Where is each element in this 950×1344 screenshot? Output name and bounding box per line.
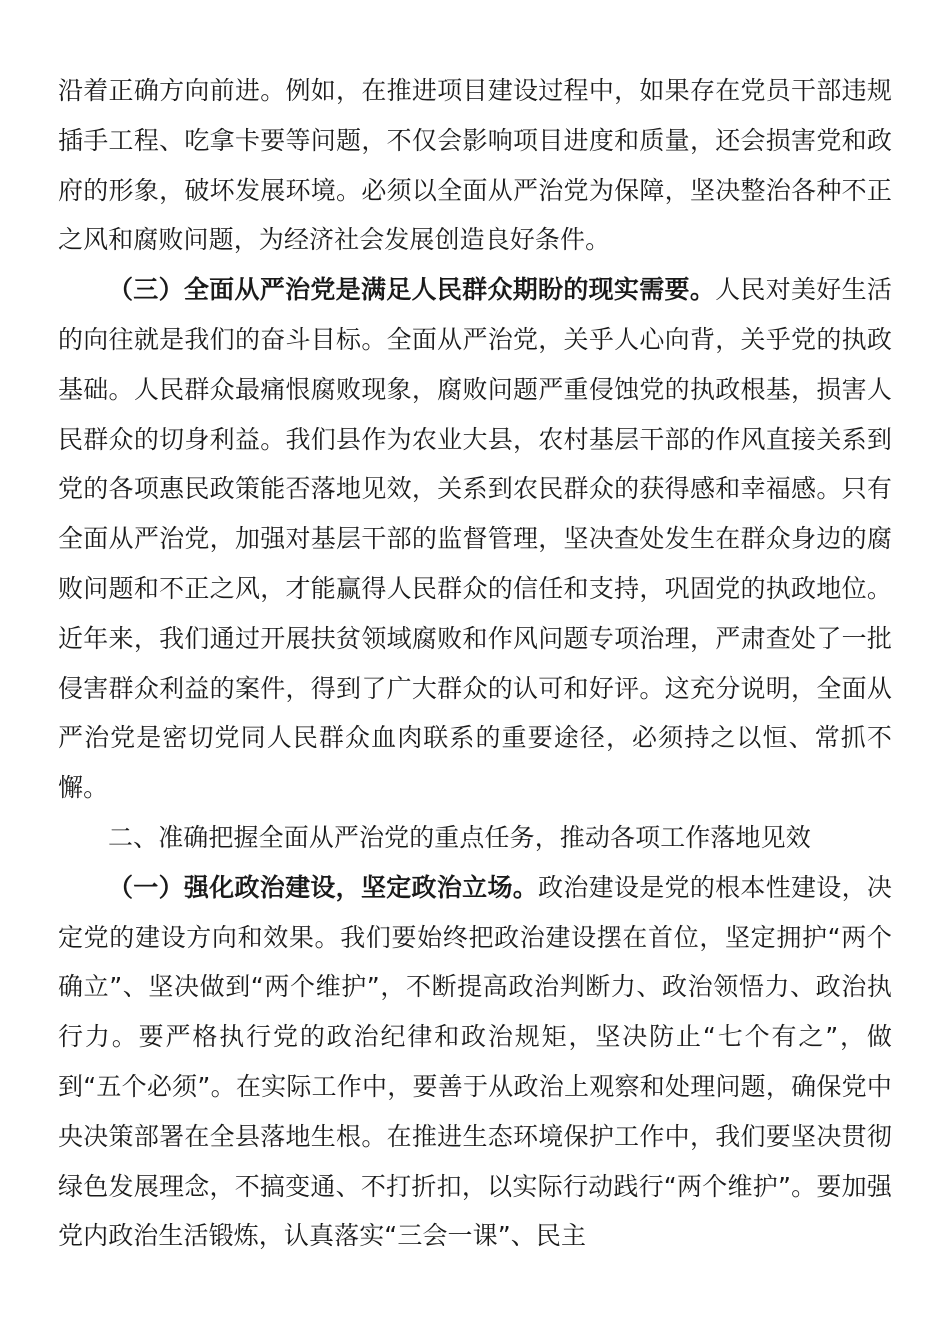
document-body bbox=[58, 66, 892, 1261]
chapter-heading-text: 二、准确把握全面从严治党的重点任务，推动各项工作落地见效 bbox=[108, 822, 811, 852]
paragraph-continuation bbox=[58, 66, 892, 265]
section-heading-bold: （三）全面从严治党是满足人民群众期盼的现实需要。 bbox=[108, 275, 716, 305]
paragraph-section-one bbox=[58, 863, 892, 1261]
paragraph-text: 政治建设是党的根本性建设，决定党的建设方向和效果。我们要始终把政治建设摆在首位，坚定拥护“两个确立”、坚决做到“两个维护”，不断提高政治判断力、政治领悟力、政治执行力。要严格执行党的政治纪律和政治规矩，坚决防止“七个有之”，做到“五个必须”。在实际工作中，要善于从政治上观察和处理问题，确保党中央决策部署在全县落地生根。在推进生态环境保护工作中，我们要坚决贯彻绿色发展理念，不搞变通、不打折扣，以实际行动践行“两个维护”。要加强党内政治生活锻炼，认真落实“三会一课”、民主 bbox=[58, 872, 893, 1251]
paragraph-text: 人民对美好生活的向往就是我们的奋斗目标。全面从严治党，关乎人心向背，关乎党的执政基础。人民群众最痛恨腐败现象，腐败问题严重侵蚀党的执政根基，损害人民群众的切身利益。我们县作为农业大县，农村基层干部的作风直接关系到党的各项惠民政策能否落地见效，关系到农民群众的获得感和幸福感。只有全面从严治党，加强对基层干部的监督管理，坚决查处发生在群众身边的腐败问题和不正之风，才能赢得人民群众的信任和支持，巩固党的执政地位。近年来，我们通过开展扶贫领域腐败和作风问题专项治理，严肃查处了一批侵害群众利益的案件，得到了广大群众的认可和好评。这充分说明，全面从严治党是密切党同人民群众血肉联系的重要途径，必须持之以恒、常抓不懈。 bbox=[58, 275, 893, 803]
chapter-heading bbox=[58, 813, 892, 863]
paragraph-text: 沿着正确方向前进。例如，在推进项目建设过程中，如果存在党员干部违规插手工程、吃拿卡要等问题，不仅会影响项目进度和质量，还会损害党和政府的形象，破坏发展环境。必须以全面从严治党为保障，坚决整治各种不正之风和腐败问题，为经济社会发展创造良好条件。 bbox=[58, 76, 892, 255]
paragraph-section-three bbox=[58, 265, 892, 813]
section-heading-bold: （一）强化政治建设，坚定政治立场。 bbox=[108, 872, 539, 902]
